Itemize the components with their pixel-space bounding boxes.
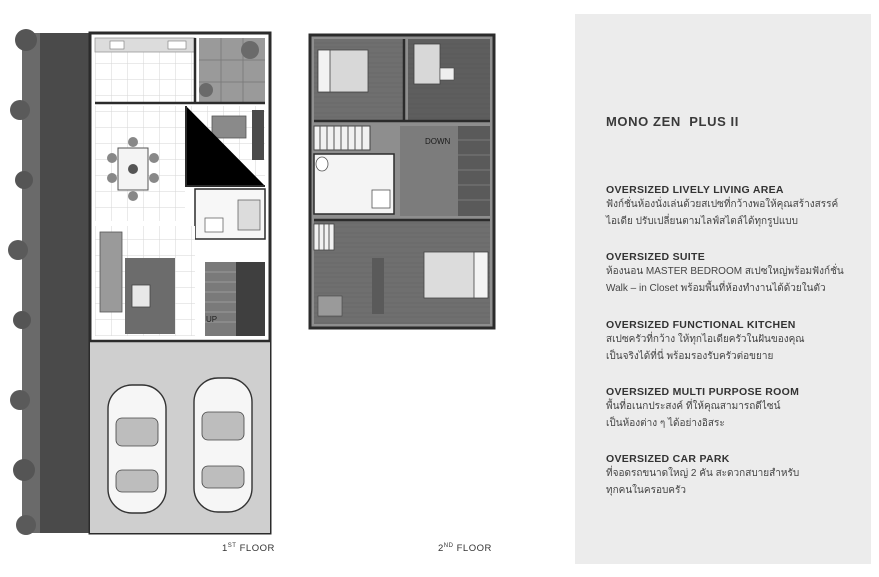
feature-text: Walk – in Closet พร้อมพื้นที่ห้องทำงานได้ด้วยในตัว — [606, 283, 826, 294]
feature-text: ทุกคนในครอบครัว — [606, 485, 686, 496]
feature-text: ห้องนอน MASTER BEDROOM สเปซใหญ่พร้อมฟังก์ชั่น — [606, 266, 844, 277]
garden-strip — [8, 29, 90, 535]
car-left — [108, 385, 166, 513]
stair-up-label: UP — [206, 315, 218, 324]
feature-living-area — [606, 184, 868, 230]
feature-heading: OVERSIZED CAR PARK — [606, 453, 730, 465]
floor-word: FLOOR — [239, 543, 275, 555]
stair-down-label: DOWN — [425, 137, 451, 146]
second-floor-plan — [310, 35, 494, 328]
car-right — [194, 378, 252, 512]
plan-title: MONO ZEN PLUS II — [606, 114, 739, 129]
feature-text: ไอเดีย ปรับเปลี่ยนตามไลฟ์สไตล์ได้ทุกรูปแบบ — [606, 216, 798, 227]
floor-number: 2 — [438, 543, 444, 555]
floor-ordinal: ST — [227, 543, 237, 549]
feature-text: เป็นจริงได้ที่นี่ พร้อมรองรับครัวต่อขยาย — [606, 351, 774, 362]
feature-heading: OVERSIZED FUNCTIONAL KITCHEN — [606, 319, 796, 331]
feature-heading: OVERSIZED MULTI PURPOSE ROOM — [606, 386, 800, 398]
floor-ordinal: ND — [443, 543, 454, 549]
feature-text: พื้นที่อเนกประสงค์ ที่ให้คุณสามารถดีไซน์ — [606, 401, 781, 412]
feature-text: สเปซครัวที่กว้าง ให้ทุกไอเดียครัวในฝันของคุณ — [606, 334, 805, 345]
floor-word: FLOOR — [456, 543, 492, 555]
feature-text: ฟังก์ชั่นห้องนั่งเล่นด้วยสเปซที่กว้างพอให้คุณสร้างสรรค์ — [606, 199, 839, 210]
feature-suite — [606, 251, 868, 297]
feature-car-park — [606, 453, 868, 499]
second-floor-label — [438, 543, 492, 554]
feature-heading: OVERSIZED SUITE — [606, 251, 706, 263]
first-floor-label — [222, 543, 275, 554]
feature-multi-purpose-room — [606, 386, 868, 432]
feature-heading: OVERSIZED LIVELY LIVING AREA — [606, 184, 784, 196]
floor-number: 1 — [222, 543, 228, 555]
feature-text: ที่จอดรถขนาดใหญ่ 2 คัน สะดวกสบายสำหรับ — [606, 468, 800, 479]
first-floor-plan — [90, 33, 270, 533]
feature-kitchen — [606, 319, 868, 365]
feature-text: เป็นห้องต่าง ๆ ได้อย่างอิสระ — [606, 418, 725, 429]
